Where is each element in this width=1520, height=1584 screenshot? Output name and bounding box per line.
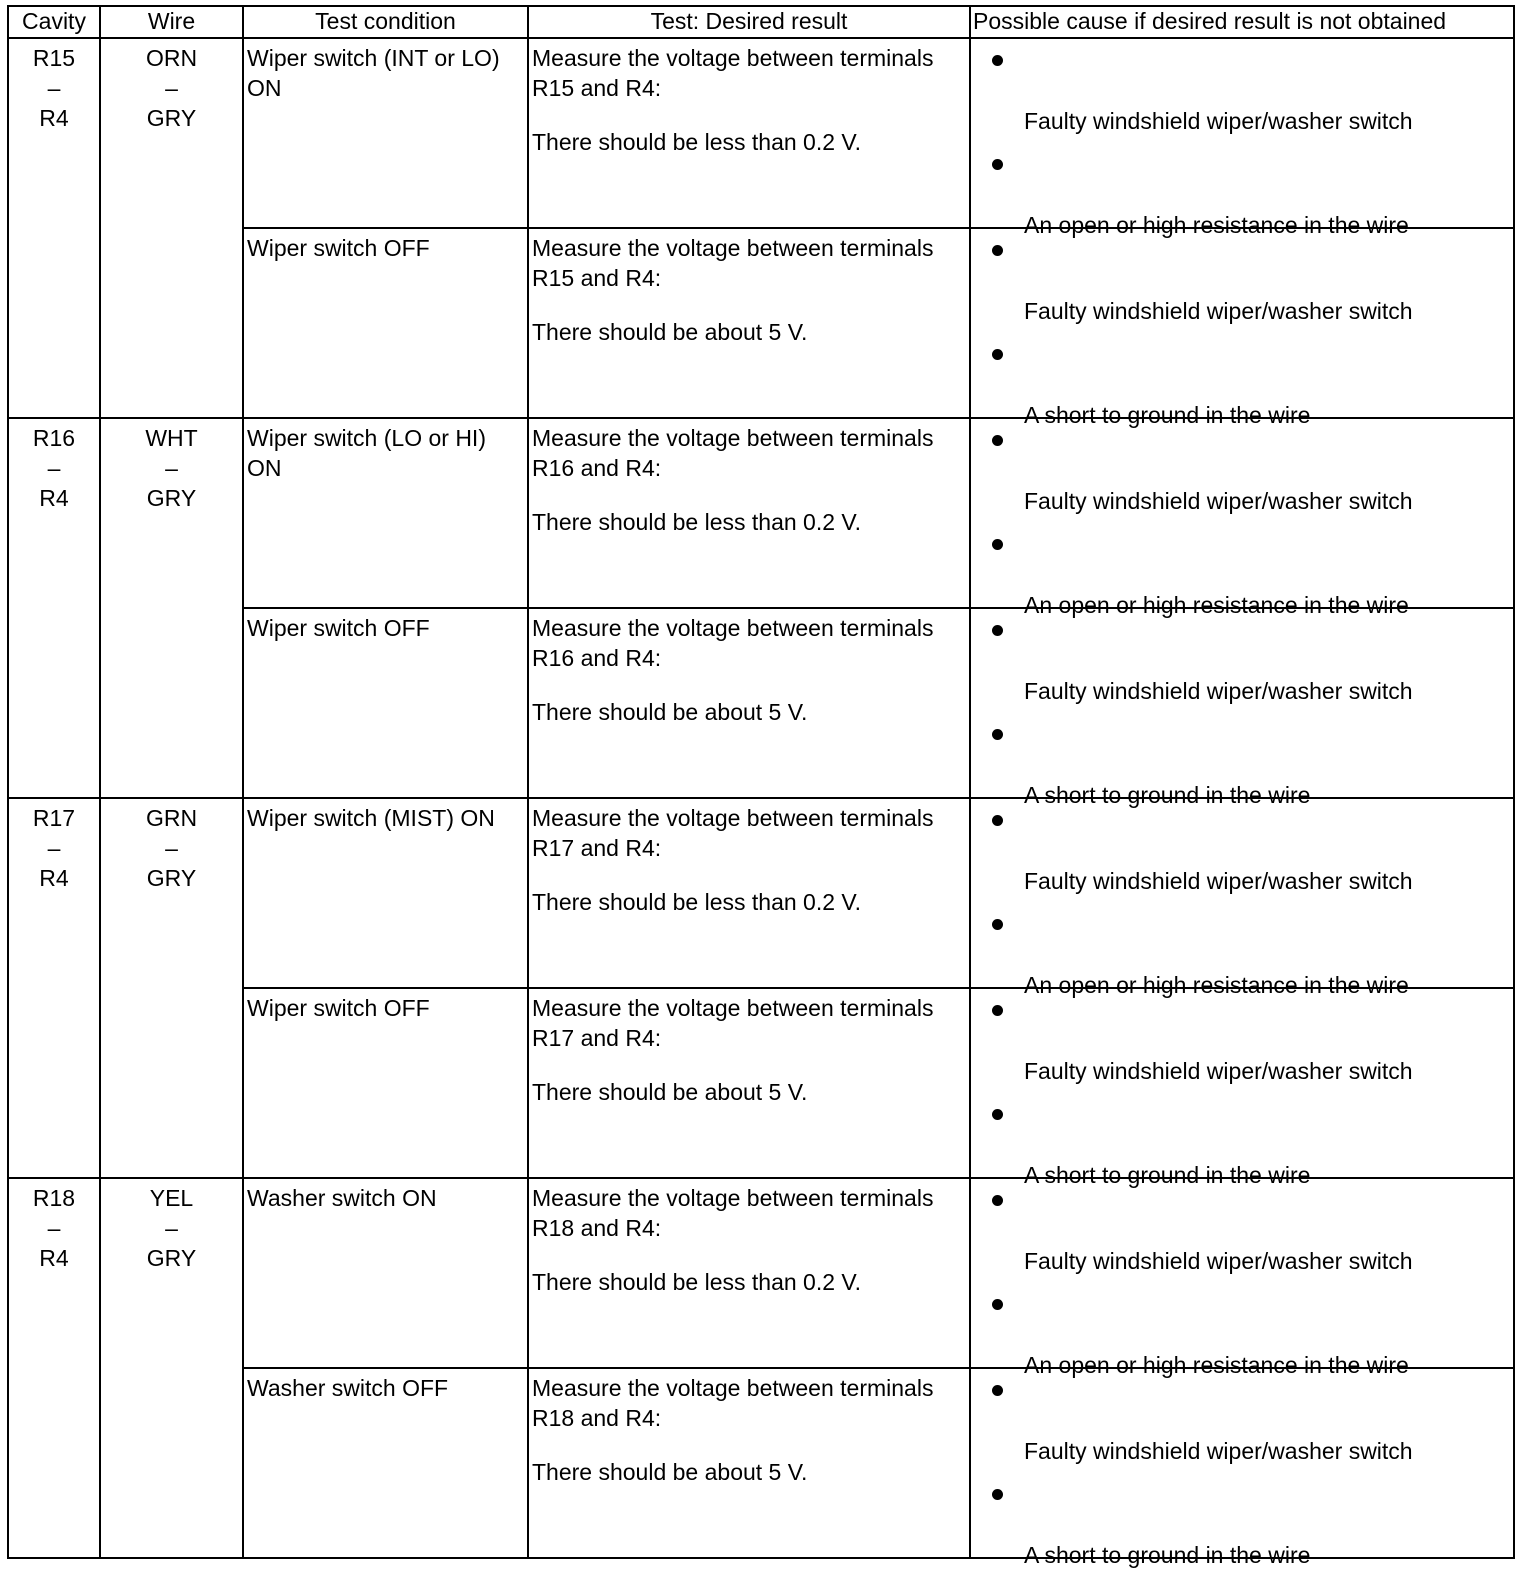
dash-separator: –: [165, 75, 178, 101]
test-condition-cell: Wiper switch (LO or HI) ON: [243, 418, 528, 608]
expected-voltage: There should be about 5 V.: [532, 699, 808, 725]
header-possible-cause: Possible cause if desired result is not obtained: [970, 6, 1514, 38]
test-table: [7, 5, 1515, 1568]
cavity-cell: [8, 798, 100, 1178]
cause-text: A short to ground in the wire: [1024, 1162, 1311, 1188]
cavity-terminal: R18: [32, 1185, 76, 1211]
cavity-ground-terminal: R4: [39, 865, 69, 891]
possible-cause-cell: [970, 798, 1514, 998]
possible-cause-cell: [970, 418, 1514, 618]
expected-voltage: There should be about 5 V.: [532, 1079, 808, 1105]
desired-result-cell: [528, 798, 970, 988]
cause-text: A short to ground in the wire: [1024, 1542, 1311, 1568]
cause-text: A short to ground in the wire: [1024, 402, 1311, 428]
cause-text: Faulty windshield wiper/washer switch: [1024, 298, 1413, 324]
bullet-icon: [992, 1109, 1003, 1120]
terminal-pair: R16 and R4:: [532, 645, 662, 671]
troubleshooting-document: [7, 5, 1515, 1568]
dash-separator: –: [47, 1215, 61, 1241]
dash-separator: –: [165, 835, 178, 861]
terminal-pair: R18 and R4:: [532, 1215, 662, 1241]
cavity-ground-terminal: R4: [39, 105, 69, 131]
cavity-ground-terminal: R4: [39, 485, 69, 511]
possible-cause-cell: [970, 228, 1514, 428]
table-row: [8, 418, 1514, 608]
cause-text: An open or high resistance in the wire: [1024, 1352, 1409, 1378]
possible-cause-cell: [970, 1178, 1514, 1378]
desired-result-cell: [528, 228, 970, 418]
measure-instruction: Measure the voltage between terminals: [532, 235, 934, 261]
wire-cell: [100, 418, 243, 798]
possible-cause-cell: [970, 38, 1514, 238]
header-cavity: Cavity: [8, 6, 100, 38]
test-condition-cell: Washer switch OFF: [243, 1368, 528, 1558]
measure-instruction: Measure the voltage between terminals: [532, 1185, 934, 1211]
bullet-icon: [992, 55, 1003, 66]
table-body: [8, 38, 1514, 1568]
cavity-cell: [8, 418, 100, 798]
table-row: [8, 38, 1514, 228]
expected-voltage: There should be about 5 V.: [532, 319, 808, 345]
cause-text: A short to ground in the wire: [1024, 782, 1311, 808]
measure-instruction: Measure the voltage between terminals: [532, 45, 934, 71]
cavity-terminal: R15: [32, 45, 76, 71]
bullet-icon: [992, 1385, 1003, 1396]
wire-ground-color: GRY: [146, 1245, 197, 1271]
cavity-ground-terminal: R4: [39, 1245, 69, 1271]
wire-ground-color: GRY: [146, 105, 197, 131]
wire-color: YEL: [149, 1185, 194, 1211]
terminal-pair: R15 and R4:: [532, 75, 662, 101]
cause-text: An open or high resistance in the wire: [1024, 592, 1409, 618]
test-condition-cell: Wiper switch OFF: [243, 988, 528, 1178]
wire-color: GRN: [145, 805, 198, 831]
desired-result-cell: [528, 1368, 970, 1558]
wire-cell: [100, 38, 243, 418]
cause-text: Faulty windshield wiper/washer switch: [1024, 1058, 1413, 1084]
bullet-icon: [992, 1299, 1003, 1310]
header-wire: Wire: [100, 6, 243, 38]
dash-separator: –: [47, 75, 61, 101]
desired-result-cell: [528, 418, 970, 608]
expected-voltage: There should be less than 0.2 V.: [532, 129, 862, 155]
wire-cell: [100, 1178, 243, 1558]
expected-voltage: There should be less than 0.2 V.: [532, 509, 862, 535]
bullet-icon: [992, 245, 1003, 256]
bullet-icon: [992, 1195, 1003, 1206]
terminal-pair: R17 and R4:: [532, 835, 662, 861]
expected-voltage: There should be about 5 V.: [532, 1459, 808, 1485]
possible-cause-cell: [970, 988, 1514, 1188]
cause-text: An open or high resistance in the wire: [1024, 212, 1409, 238]
test-condition-cell: Washer switch ON: [243, 1178, 528, 1368]
header-row: [8, 6, 1514, 38]
bullet-icon: [992, 815, 1003, 826]
test-condition-cell: Wiper switch (INT or LO) ON: [243, 38, 528, 228]
test-condition-cell: Wiper switch (MIST) ON: [243, 798, 528, 988]
desired-result-cell: [528, 608, 970, 798]
wire-color: ORN: [145, 45, 198, 71]
wire-cell: [100, 798, 243, 1178]
measure-instruction: Measure the voltage between terminals: [532, 995, 934, 1021]
test-condition-cell: Wiper switch OFF: [243, 228, 528, 418]
desired-result-cell: [528, 38, 970, 228]
cause-text: An open or high resistance in the wire: [1024, 972, 1409, 998]
possible-cause-cell: [970, 1368, 1514, 1568]
bullet-icon: [992, 1005, 1003, 1016]
cause-text: Faulty windshield wiper/washer switch: [1024, 678, 1413, 704]
desired-result-cell: [528, 1178, 970, 1368]
wire-ground-color: GRY: [146, 485, 197, 511]
possible-cause-cell: [970, 608, 1514, 808]
table-row: [8, 1178, 1514, 1368]
bullet-icon: [992, 539, 1003, 550]
wire-ground-color: GRY: [146, 865, 197, 891]
bullet-icon: [992, 1489, 1003, 1500]
cause-text: Faulty windshield wiper/washer switch: [1024, 1438, 1413, 1464]
bullet-icon: [992, 349, 1003, 360]
measure-instruction: Measure the voltage between terminals: [532, 425, 934, 451]
cavity-terminal: R17: [32, 805, 76, 831]
header-test-condition: Test condition: [243, 6, 528, 38]
bullet-icon: [992, 625, 1003, 636]
dash-separator: –: [165, 1215, 178, 1241]
dash-separator: –: [47, 835, 61, 861]
desired-result-cell: [528, 988, 970, 1178]
terminal-pair: R17 and R4:: [532, 1025, 662, 1051]
cavity-cell: [8, 38, 100, 418]
measure-instruction: Measure the voltage between terminals: [532, 1375, 934, 1401]
terminal-pair: R18 and R4:: [532, 1405, 662, 1431]
expected-voltage: There should be less than 0.2 V.: [532, 1269, 862, 1295]
dash-separator: –: [165, 455, 178, 481]
header-desired-result: Test: Desired result: [528, 6, 970, 38]
expected-voltage: There should be less than 0.2 V.: [532, 889, 862, 915]
terminal-pair: R16 and R4:: [532, 455, 662, 481]
wire-color: WHT: [145, 425, 198, 451]
bullet-icon: [992, 159, 1003, 170]
cause-text: Faulty windshield wiper/washer switch: [1024, 868, 1413, 894]
measure-instruction: Measure the voltage between terminals: [532, 805, 934, 831]
bullet-icon: [992, 435, 1003, 446]
test-condition-cell: Wiper switch OFF: [243, 608, 528, 798]
cavity-terminal: R16: [32, 425, 76, 451]
cause-text: Faulty windshield wiper/washer switch: [1024, 108, 1413, 134]
measure-instruction: Measure the voltage between terminals: [532, 615, 934, 641]
bullet-icon: [992, 919, 1003, 930]
cause-text: Faulty windshield wiper/washer switch: [1024, 488, 1413, 514]
cavity-cell: [8, 1178, 100, 1558]
cause-text: Faulty windshield wiper/washer switch: [1024, 1248, 1413, 1274]
bullet-icon: [992, 729, 1003, 740]
terminal-pair: R15 and R4:: [532, 265, 662, 291]
dash-separator: –: [47, 455, 61, 481]
table-row: [8, 798, 1514, 988]
